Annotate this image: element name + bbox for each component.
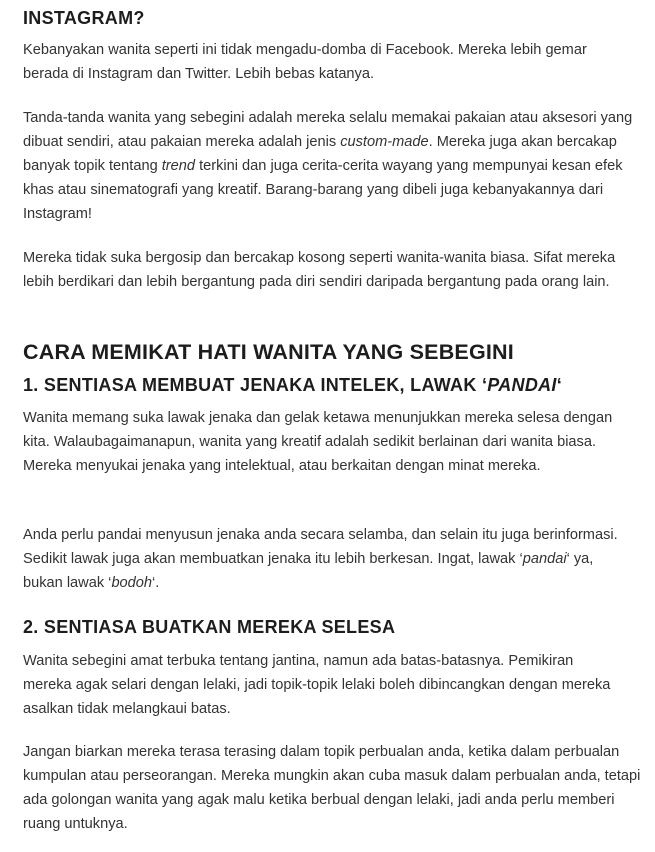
paragraph-text: ‘. bbox=[152, 575, 160, 591]
emphasis-trend: trend bbox=[161, 158, 196, 174]
paragraph-text: Tanda-tanda wanita yang sebegini adalah mereka selalu memakai pakaian atau aksesori yang dibuat sendiri, atau pakaian mereka adalah jenis bbox=[23, 110, 633, 150]
tip-1-heading bbox=[23, 373, 562, 397]
emphasis-pandai: pandai bbox=[522, 551, 567, 567]
paragraph-text: . Mereka juga akan bercakap banyak topik tentang bbox=[23, 134, 617, 174]
section-heading-cara-memikat: CARA MEMIKAT HATI WANITA YANG SEBEGINI bbox=[23, 340, 514, 364]
paragraph-tip-2-1: Wanita sebegini amat terbuka tentang jantina, namun ada batas-batasnya. Pemikiran mereka agak selari dengan lelaki, jadi topik-topik lelaki boleh dibincangkan dengan mereka asalkan tidak melangkaui batas. bbox=[23, 653, 611, 717]
tip-2-heading: 2. SENTIASA BUATKAN MEREKA SELESA bbox=[23, 617, 396, 637]
heading-text: ‘ bbox=[556, 375, 563, 395]
section-heading-instagram: INSTAGRAM? bbox=[23, 8, 145, 28]
paragraph-text: ‘ ya, bukan lawak ‘ bbox=[23, 551, 594, 591]
paragraph-tip-1-1: Wanita memang suka lawak jenaka dan gelak ketawa menunjukkan mereka selesa dengan kita. Walaubagaimanapun, wanita yang kreatif adalah sedikit berlainan dari wanita biasa. Mereka menyukai jenaka yang intelektual, atau berkaitan dengan minat mereka. bbox=[23, 410, 613, 474]
paragraph-instagram-2 bbox=[23, 106, 635, 226]
heading-text: 1. SENTIASA MEMBUAT JENAKA INTELEK, LAWAK ‘ bbox=[23, 375, 488, 395]
paragraph-text: terkini dan juga cerita-cerita wayang yang mempunyai kesan efek khas atau sinematografi yang kreatif. Barang-barang yang dibeli juga kebanyakannya dari Instagram! bbox=[23, 158, 623, 222]
emphasis-custom-made: custom-made bbox=[340, 134, 429, 150]
paragraph-text: Anda perlu pandai menyusun jenaka anda secara selamba, dan selain itu juga berinformasi. Sedikit lawak juga akan membuatkan jenaka itu lebih berkesan. Ingat, lawak ‘ bbox=[23, 527, 618, 567]
emphasis-bodoh: bodoh bbox=[111, 575, 153, 591]
paragraph-tip-1-2 bbox=[23, 523, 621, 595]
heading-emphasis-pandai: PANDAI bbox=[487, 375, 557, 395]
paragraph-tip-2-2: Jangan biarkan mereka terasa terasing dalam topik perbualan anda, ketika dalam perbualan kumpulan atau perseorangan. Mereka mungkin akan cuba masuk dalam perbualan anda, tetapi ada golongan wanita yang agak malu ketika berbual dengan lelaki, jadi anda perlu memberi ruang untuknya. bbox=[23, 744, 641, 832]
paragraph-instagram-1: Kebanyakan wanita seperti ini tidak mengadu-domba di Facebook. Mereka lebih gemar berada di Instagram dan Twitter. Lebih bebas katanya. bbox=[23, 42, 587, 82]
paragraph-instagram-3: Mereka tidak suka bergosip dan bercakap kosong seperti wanita-wanita biasa. Sifat mereka lebih berdikari dan lebih bergantung pada diri sendiri daripada bergantung pada orang lain. bbox=[23, 250, 616, 290]
